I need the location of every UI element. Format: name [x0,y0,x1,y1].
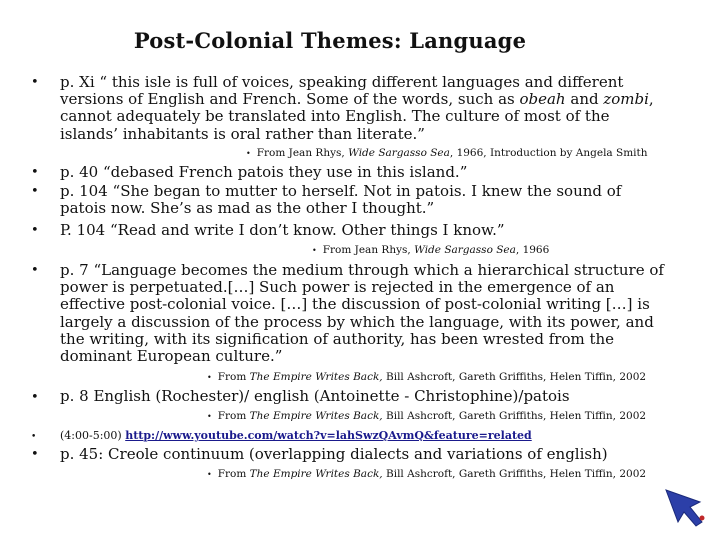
quote-p104b: P. 104 “Read and write I don’t know. Other things I know.” [60,221,505,239]
source-citation: • From Jean Rhys, Wide Sargasso Sea, 1966 [312,244,550,256]
bullet: • [31,263,39,278]
bullet: • [31,223,39,238]
quote-p40: p. 40 “debased French patois they use in this island.” [60,163,468,181]
video-reference: (4:00-5:00) http://www.youtube.com/watch?v=lahSwzQAvmQ&feature=related [60,429,532,442]
bullet: • [31,390,39,405]
bullet: • [31,165,39,180]
source-citation: • From The Empire Writes Back, Bill Ashcroft, Gareth Griffiths, Helen Tiffin, 2002 [207,371,647,383]
quote-p104a: p. 104 “She began to mutter to herself. Not in patois. I knew the sound of patois now. She’s as mad as the other I thought.” [60,182,622,218]
bullet: • [31,75,39,90]
bullet: • [31,447,39,462]
quote-xi: p. Xi “ this isle is full of voices, speaking different languages and different versions of English and French. Some of the words, such as obeah and zombi, cannot adequately be translated into English. The culture of most of the islands’ inhabitants is oral rather than literate.” [60,73,654,143]
pointer-arrow-icon [660,482,710,530]
source-citation: • From The Empire Writes Back, Bill Ashcroft, Gareth Griffiths, Helen Tiffin, 2002 [207,410,647,422]
source-citation: • From The Empire Writes Back, Bill Ashcroft, Gareth Griffiths, Helen Tiffin, 2002 [207,468,647,480]
quote-p45: p. 45: Creole continuum (overlapping dialects and variations of english) [60,445,608,463]
quote-p8: p. 8 English (Rochester)/ english (Antoinette - Christophine)/patois [60,387,570,405]
bullet: • [31,184,39,199]
slide-title: Post-Colonial Themes: Language [133,28,527,53]
quote-p7: p. 7 “Language becomes the medium through which a hierarchical structure of power is perpetuated.[…] Such power is rejected in the emergence of an effective post-colonial voice. […] the discussion of post-colonial writing […] is largely a discussion of the process by which the language, with its power, and the writing, with its signification of authority, has been wrested from the dominant European culture.” [60,261,664,366]
youtube-link[interactable]: http://www.youtube.com/watch?v=lahSwzQAvmQ&feature=related [125,429,532,442]
bullet: • [31,432,37,442]
source-citation: • From Jean Rhys, Wide Sargasso Sea, 1966, Introduction by Angela Smith [246,147,648,159]
